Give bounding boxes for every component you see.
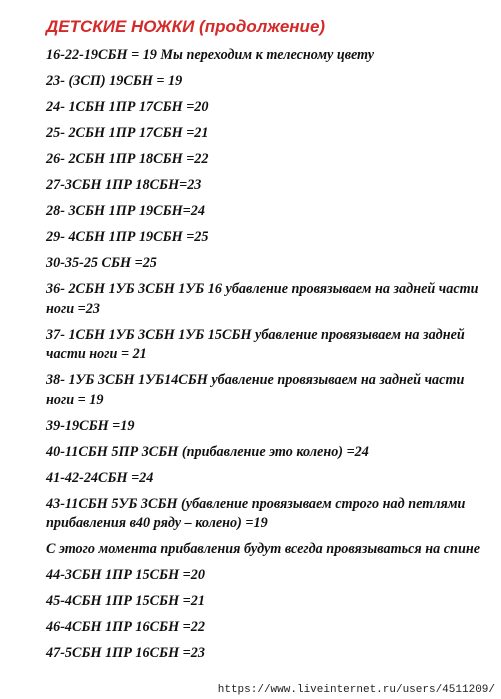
pattern-row: 36- 2СБН 1УБ 3СБН 1УБ 16 убавление провязываем на задней части ноги =23 <box>46 281 479 317</box>
pattern-row: 30-35-25 СБН =25 <box>46 255 157 271</box>
pattern-row: 44-3СБН 1ПР 15СБН =20 <box>46 567 205 583</box>
source-url: https://www.liveinternet.ru/users/4511209/ <box>217 684 495 696</box>
pattern-row: 45-4СБН 1ПР 15СБН =21 <box>46 593 205 609</box>
pattern-row: 37- 1СБН 1УБ 3СБН 1УБ 15СБН убавление провязываем на задней части ноги = 21 <box>46 326 465 362</box>
pattern-row: 40-11СБН 5ПР 3СБН (прибавление это колено) =24 <box>46 443 369 460</box>
pattern-row: 41-42-24СБН =24 <box>46 469 154 486</box>
pattern-row: 38- 1УБ 3СБН 1УБ14СБН убавление провязываем на задней части ноги = 19 <box>46 372 465 408</box>
pattern-row: 47-5СБН 1ПР 16СБН =23 <box>46 645 205 661</box>
pattern-row: 28- 3СБН 1ПР 19СБН=24 <box>46 203 205 219</box>
pattern-row: 43-11СБН 5УБ 3СБН (убавление провязываем строго над петлями прибавления в40 ряду – колено) =19 <box>46 495 466 531</box>
pattern-row: 29- 4СБН 1ПР 19СБН =25 <box>46 229 209 245</box>
pattern-note: С этого момента прибавления будут всегда провязываться на спине <box>46 541 481 557</box>
pattern-row: 23- (ЗСП) 19СБН = 19 <box>46 73 183 89</box>
pattern-row: 39-19СБН =19 <box>46 417 135 434</box>
pattern-row: 16-22-19СБН = 19 Мы переходим к телесному цвету <box>46 47 375 63</box>
pattern-rows <box>46 46 486 670</box>
pattern-row: 46-4СБН 1ПР 16СБН =22 <box>46 619 205 635</box>
pattern-row: 26- 2СБН 1ПР 18СБН =22 <box>46 151 209 167</box>
pattern-row: 25- 2СБН 1ПР 17СБН =21 <box>46 125 209 141</box>
page-title: ДЕТСКИЕ НОЖКИ (продолжение) <box>46 17 326 36</box>
pattern-row: 27-3СБН 1ПР 18СБН=23 <box>46 177 202 193</box>
pattern-row: 24- 1СБН 1ПР 17СБН =20 <box>46 99 209 115</box>
